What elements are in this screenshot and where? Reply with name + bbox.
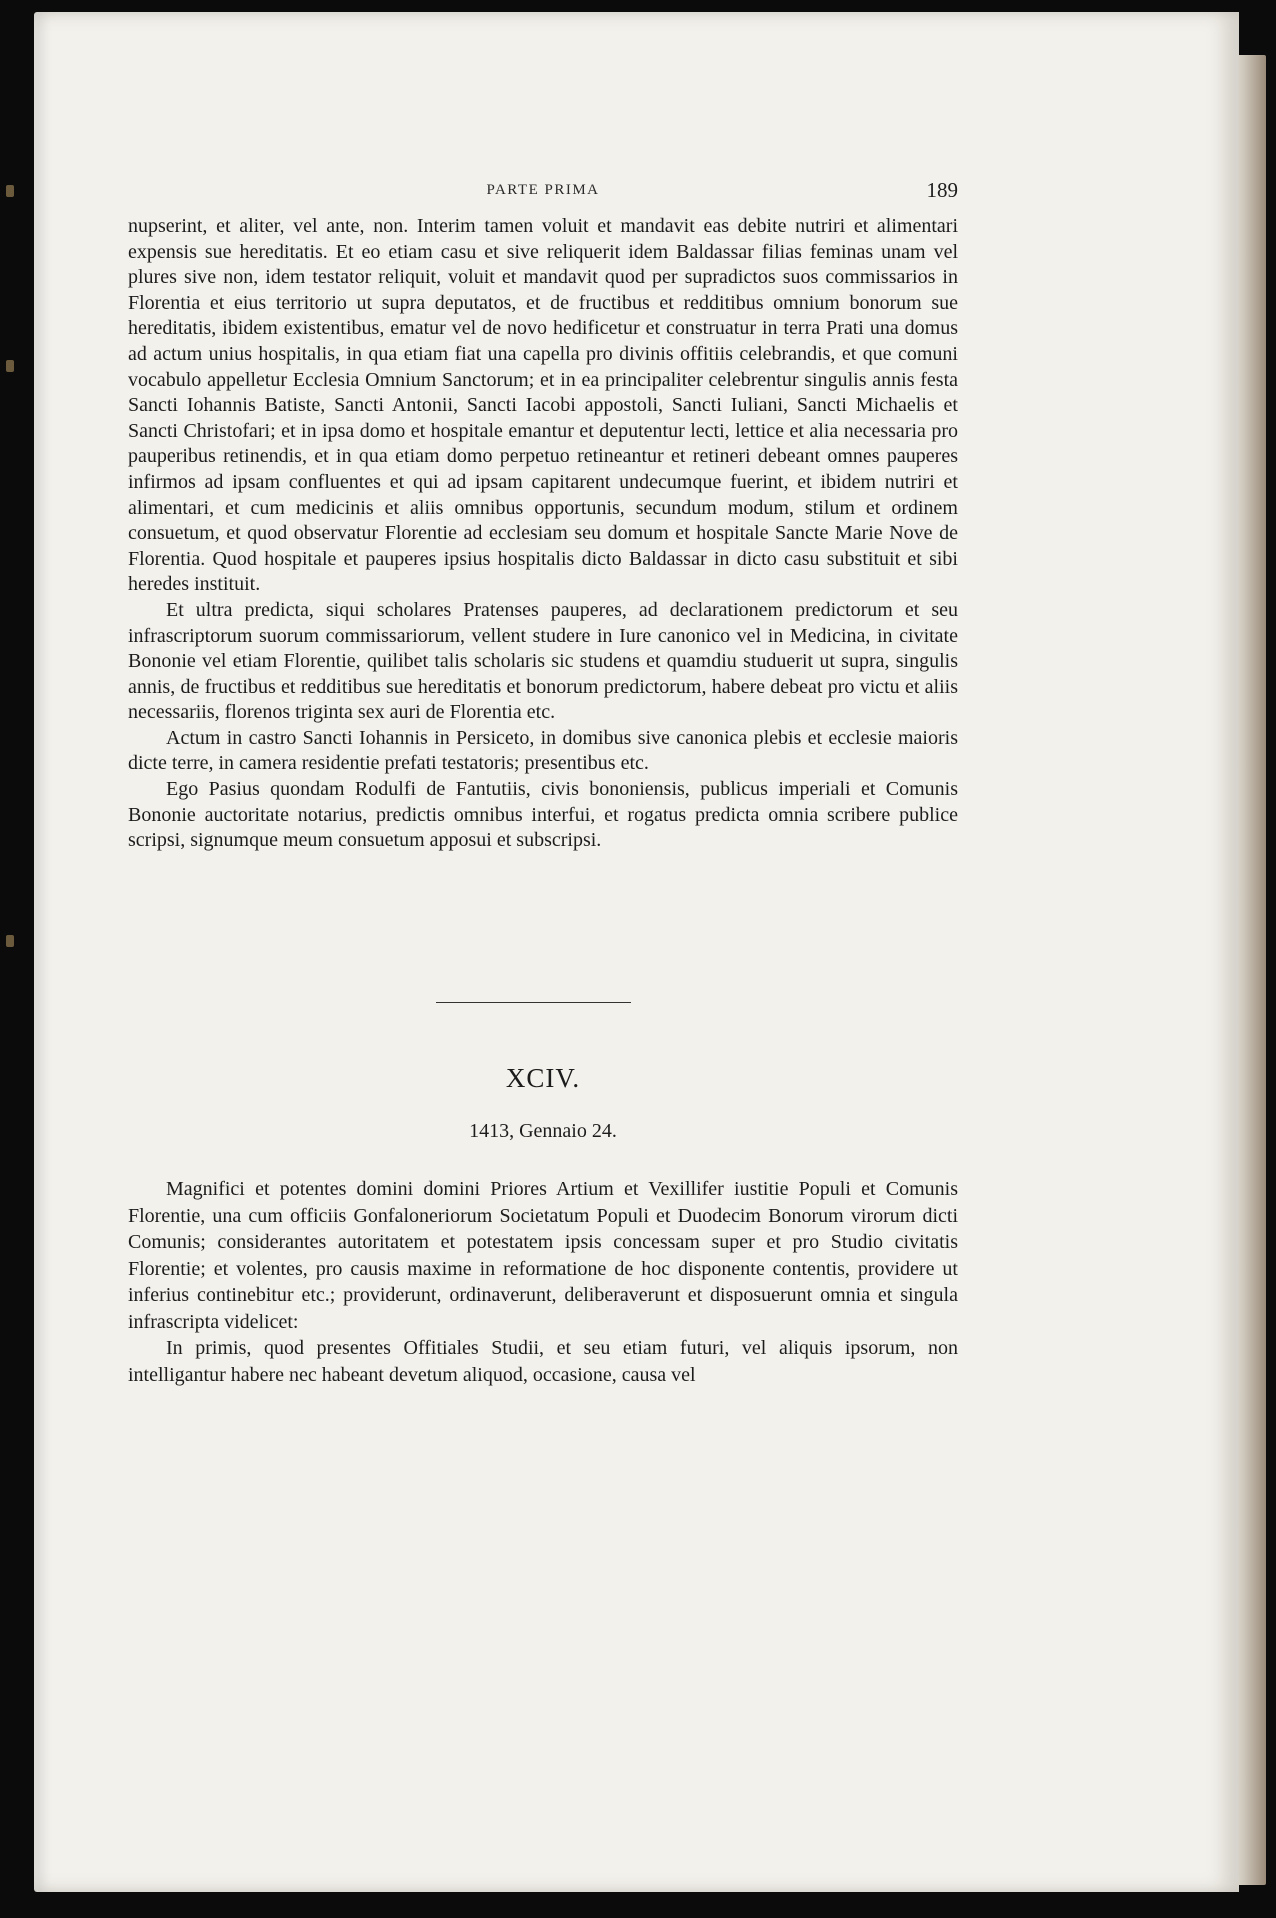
page-number: 189 (926, 178, 958, 202)
paragraph: Et ultra predicta, siqui scholares Pratenses pauperes, ad declarationem predictorum et seu infrascriptorum suorum commissariorum, vellent studere in Iure canonico vel in Medicina, in civitate Bononie vel etiam Florentie, quilibet talis scholaris sic studens et quamdiu studuerit ut supra, singulis annis, de fructibus et redditibus sue hereditatis et bonorum predictorum, habere debeat pro victu et aliis necessariis, florenos triginta sex auri de Florentia etc. (128, 598, 958, 724)
previous-document-text (128, 214, 958, 854)
paragraph: Ego Pasius quondam Rodulfi de Fantutiis, civis bononiensis, publicus imperiali et Comunis Bononie auctoritate notarius, predictis omnibus interfui, et rogatus predicta omnia scribere publice scripsi, signumque meum consuetum apposui et subscripsi. (128, 778, 958, 852)
binding-thread-mark (6, 935, 14, 947)
binding-thread-mark (6, 185, 14, 197)
document-number: XCIV. (505, 1063, 581, 1093)
section-divider (436, 1002, 631, 1003)
paragraph: Actum in castro Sancti Iohannis in Persiceto, in domibus sive canonica plebis et ecclesie maioris dicte terre, in camera residentie prefati testatoris; presentibus etc. (128, 726, 958, 775)
document-text (128, 1176, 958, 1388)
paragraph: Magnifici et potentes domini domini Priores Artium et Vexillifer iustitie Populi et Comunis Florentie, una cum officiis Gonfaloneriorum Societatum Populi et Duodecim Bonorum virorum dicti Comunis; considerantes autoritatem et potestatem ipsis concessam super et pro Studio civitatis Florentie; et volentes, pro causis maxime in reformatione de hoc disponente contentis, providere ut inferius continebitur etc.; providerunt, ordinaverunt, deliberaverunt et disposuerunt omnia et singula infrascripta videlicet: (128, 1178, 958, 1333)
paragraph: nupserint, et aliter, vel ante, non. Interim tamen voluit et mandavit eas debite nutriri et alimentari expensis sue hereditatis. Et eo etiam casu et sive reliquerit idem Baldassar filias feminas unam vel plures sive non, idem testator reliquit, voluit et mandavit quod per supradictos suos commissarios in Florentia et eius territorio ut supra deputatos, et de fructibus et redditibus omnium bonorum sue hereditatis, ibidem existentibus, ematur vel de novo hedificetur et construatur in terra Prati una domus ad actum unius hospitalis, in qua etiam fiat una capella pro divinis offitiis celebrandis, et que comuni vocabulo appelletur Ecclesia Omnium Sanctorum; et in ea principaliter celebrentur singulis annis festa Sancti Iohannis Batiste, Sancti Antonii, Sancti Iacobi appostoli, Sancti Iuliani, Sancti Michaelis et Sancti Christofari; et in ipsa domo et hospitale emantur et deputentur lecti, lettice et alia necessaria pro pauperibus retinendis, et in qua etiam domo perpetuo retineantur et retineri debeant omnes pauperes infirmos ad ipsam confluentes et qui ad ipsam capitarent undecumque fuerint, et ibidem nutriri et alimentari, et cum medicinis et aliis omnibus opportunis, secundum modum, stilum et ordinem consuetum, et quod observatur Florentie ad ecclesiam seu domum et hospitale Sancte Marie Nove de Florentia. Quod hospitale et pauperes ipsius hospitalis dicto Baldassar in dicto casu substituit et sibi heredes instituit. (128, 215, 958, 596)
binding-thread-mark (6, 360, 14, 372)
page-header (128, 178, 958, 218)
running-head: PARTE PRIMA (486, 182, 600, 198)
document-date: 1413, Gennaio 24. (469, 1120, 617, 1142)
paragraph: In primis, quod presentes Offitiales Studii, et seu etiam futuri, vel aliquis ipsorum, non intelligantur habere nec habeant devetum aliquod, occasione, causa vel (128, 1337, 958, 1386)
